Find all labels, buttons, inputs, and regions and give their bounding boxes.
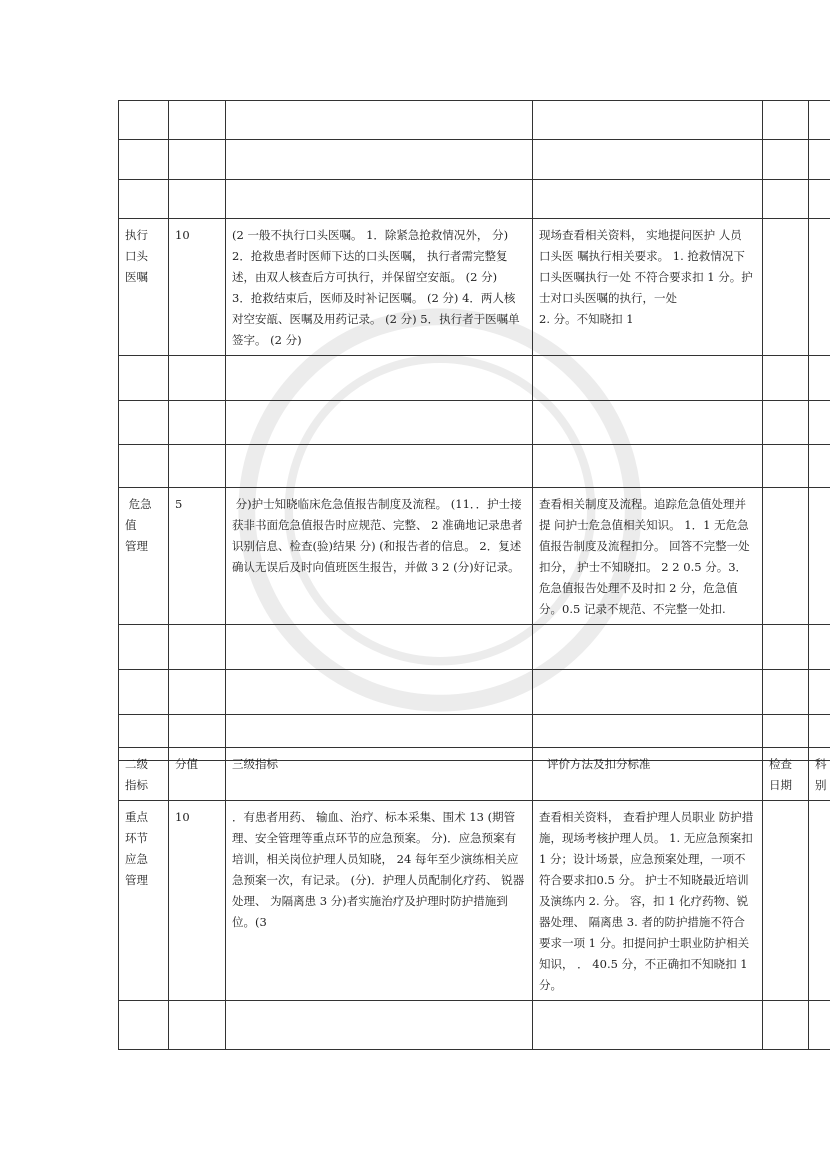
header-score: 分值 <box>169 748 226 801</box>
level2-label-oral-orders: 执行 口头 医嘱 <box>119 219 169 356</box>
method-oral-orders: 现场查看相关资料， 实地提问医护 人员 口头医 嘱执行相关要求。 1. 抢救情况下口头医嘱执行一处 不符合要求扣 1 分。护士对口头医嘱的执行，一处 2. 分。不知晓扣 1 <box>533 219 763 356</box>
header-level2: 二级 指标 <box>119 748 169 801</box>
header-level3: 三级指标 <box>226 748 533 801</box>
lower-evaluation-table <box>118 747 830 1050</box>
table-row <box>119 356 830 401</box>
table-row <box>119 180 830 219</box>
method-critical-value: 查看相关制度及流程。追踪危急值处理并提 问护士危急值相关知识。 1．1 无危急值报告制度及流程扣分。 回答不完整一处扣分， 护士不知晓扣。 2 2 0.5 分。3．危急值报告处理不及时扣 2 分，危急值 分。0.5 记录不规范、不完整一处扣. <box>533 488 763 625</box>
upper-evaluation-table <box>118 100 830 761</box>
criteria-oral-orders: (2 一般不执行口头医嘱。 1．除紧急抢救情况外， 分) 2．抢救患者时医师下达的口头医嘱， 执行者需完整复述，由双人核查后方可执行，并保留空安瓿。 (2 分) 3．抢救结束后，医师及时补记医嘱。 (2 分) 4．两人核对空安瓿、医嘱及用药记录。 (2 分) 5．执行者于医嘱单签字。 (2 分) <box>226 219 533 356</box>
table-row <box>119 625 830 670</box>
method-emergency-plan: 查看相关资料， 查看护理人员职业 防护措施，现场考核护理人员。 1. 无应急预案扣 1 分；设计场景，应急预案处理，一项不符合要求扣0.5 分。 护士不知晓最近培训及演练内 2. 分。 容，扣 1 化疗药物、锐器处理、 隔离患 3. 者的防护措施不符合要求一项 1 分。扣提问护士职业防护相关知识， ． 40.5 分，不正确扣不知晓扣 1 分。 <box>533 801 763 1001</box>
criteria-emergency-plan: ．有患者用药、 输血、治疗、标本采集、围术 13 (期管理、安全管理等重点环节的应急预案。 分)．应急预案有培训，相关岗位护理人员知晓， 24 每年至少演练相关应急预案一次，有记录。 (分)．护理人员配制化疗药、 锐器处理、 为隔离患 3 分)者实施治疗及护理时防护措施到位。(3 <box>226 801 533 1001</box>
table-row-emergency-plan <box>119 801 830 1001</box>
table-row <box>119 101 830 140</box>
table-row-oral-orders <box>119 219 830 356</box>
level2-label-emergency-plan: 重点 环节 应急 管理 <box>119 801 169 1001</box>
level2-label-critical-value: 危急 值 管理 <box>119 488 169 625</box>
table-row <box>119 445 830 488</box>
header-method: 评价方法及扣分标准 <box>533 748 763 801</box>
table-row <box>119 401 830 445</box>
header-date: 检查 日期 <box>763 748 809 801</box>
table-row <box>119 670 830 715</box>
criteria-critical-value: 分)护士知晓临床危急值报告制度及流程。 (11．．护士接获非书面危急值报告时应规范、完整、 2 准确地记录患者识别信息、检查(验)结果 分) (和报告者的信息。 2．复述确认无误后及时向值班医生报告，并做 3 2 (分)好记录。 <box>226 488 533 625</box>
score-oral-orders: 10 <box>169 219 226 356</box>
table-row <box>119 1001 830 1050</box>
score-emergency-plan: 10 <box>169 801 226 1001</box>
table-row-critical-value <box>119 488 830 625</box>
score-critical-value: 5 <box>169 488 226 625</box>
header-dept: 科 别 <box>809 748 830 801</box>
table-row <box>119 140 830 180</box>
table-header-row <box>119 748 830 801</box>
